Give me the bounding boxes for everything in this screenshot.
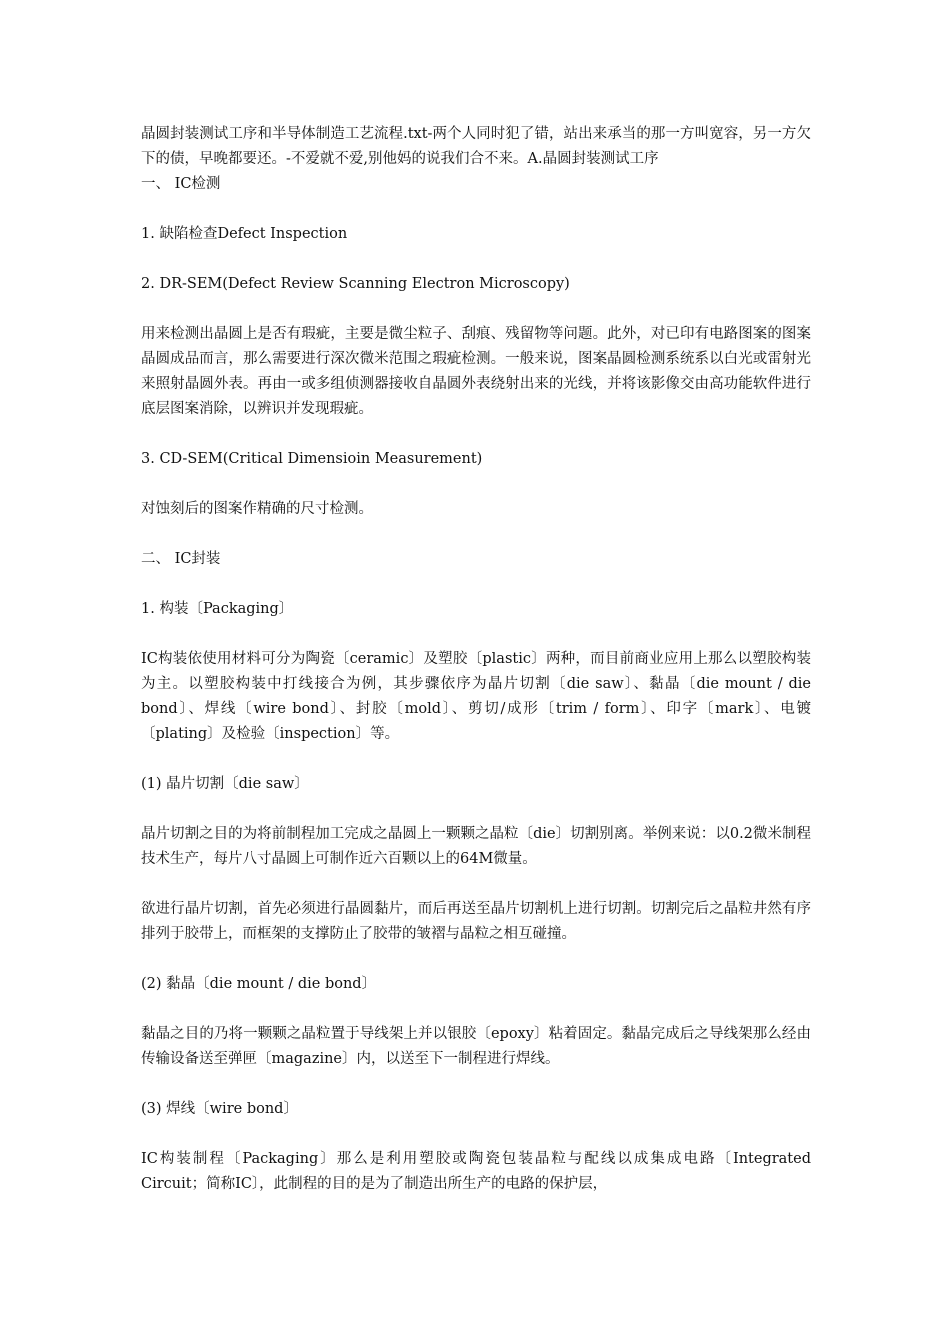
document-page: [141, 122, 811, 1197]
paragraph-packaging: IC构装依使用材料可分为陶瓷〔ceramic〕及塑胶〔plastic〕两种，而目前商业应用上那么以塑胶构装为主。以塑胶构装中打线接合为例，其步骤依序为晶片切割〔die saw〕、黏晶〔die mount / die bond〕、焊线〔wire bond〕、封胶〔mold〕、剪切/成形〔trim / form〕、印字〔mark〕、电镀〔plating〕及检验〔inspection〕等。: [141, 651, 811, 742]
paragraph-die-saw-1: 晶片切割之目的为将前制程加工完成之晶圆上一颗颗之晶粒〔die〕切割别离。举例来说：以0.2微米制程技术生产，每片八寸晶圆上可制作近六百颗以上的64M微量。: [141, 826, 811, 867]
paragraph-cd-sem: 对蚀刻后的图案作精确的尺寸检测。: [141, 501, 373, 517]
list-item-cd-sem: 3. CD-SEM(Critical Dimensioin Measurement): [141, 451, 483, 467]
paragraph-die-saw-2: 欲进行晶片切割，首先必须进行晶圆黏片，而后再送至晶片切割机上进行切割。切割完后之晶粒井然有序排列于胶带上，而框架的支撑防止了胶带的皱褶与晶粒之相互碰撞。: [141, 901, 811, 942]
list-item-defect-inspection: 1. 缺陷检查Defect Inspection: [141, 226, 348, 242]
paragraph-wire-bond: IC构装制程〔Packaging〕那么是利用塑胶或陶瓷包装晶粒与配线以成集成电路〔Integrated Circuit；简称IC〕，此制程的目的是为了制造出所生产的电路的保护层，: [141, 1151, 811, 1192]
paragraph-dr-sem: 用来检测出晶圆上是否有瑕疵，主要是微尘粒子、刮痕、残留物等问题。此外，对已印有电路图案的图案晶圆成品而言，那么需要进行深次微米范围之瑕疵检测。一般来说，图案晶圆检测系统系以白光或雷射光来照射晶圆外表。再由一或多组侦测器接收自晶圆外表绕射出来的光线，并将该影像交由高功能软件进行底层图案消除，以辨识并发现瑕疵。: [141, 326, 811, 417]
subheading-wire-bond: (3) 焊线〔wire bond〕: [141, 1101, 298, 1117]
list-item-dr-sem: 2. DR-SEM(Defect Review Scanning Electron Microscopy): [141, 276, 570, 292]
section-heading-ic-inspection: 一、 IC检测: [141, 176, 221, 192]
intro-paragraph: 晶圆封装测试工序和半导体制造工艺流程.txt-两个人同时犯了错，站出来承当的那一方叫宽容，另一方欠下的债，早晚都要还。-不爱就不爱,别他妈的说我们合不来。A.晶圆封装测试工序: [141, 126, 811, 167]
section-heading-ic-packaging: 二、 IC封装: [141, 551, 221, 567]
subheading-die-bond: (2) 黏晶〔die mount / die bond〕: [141, 976, 377, 992]
paragraph-die-bond: 黏晶之目的乃将一颗颗之晶粒置于导线架上并以银胶〔epoxy〕粘着固定。黏晶完成后之导线架那么经由传输设备送至弹匣〔magazine〕内，以送至下一制程进行焊线。: [141, 1026, 811, 1067]
list-item-packaging: 1. 构装〔Packaging〕: [141, 601, 294, 617]
subheading-die-saw: (1) 晶片切割〔die saw〕: [141, 776, 309, 792]
